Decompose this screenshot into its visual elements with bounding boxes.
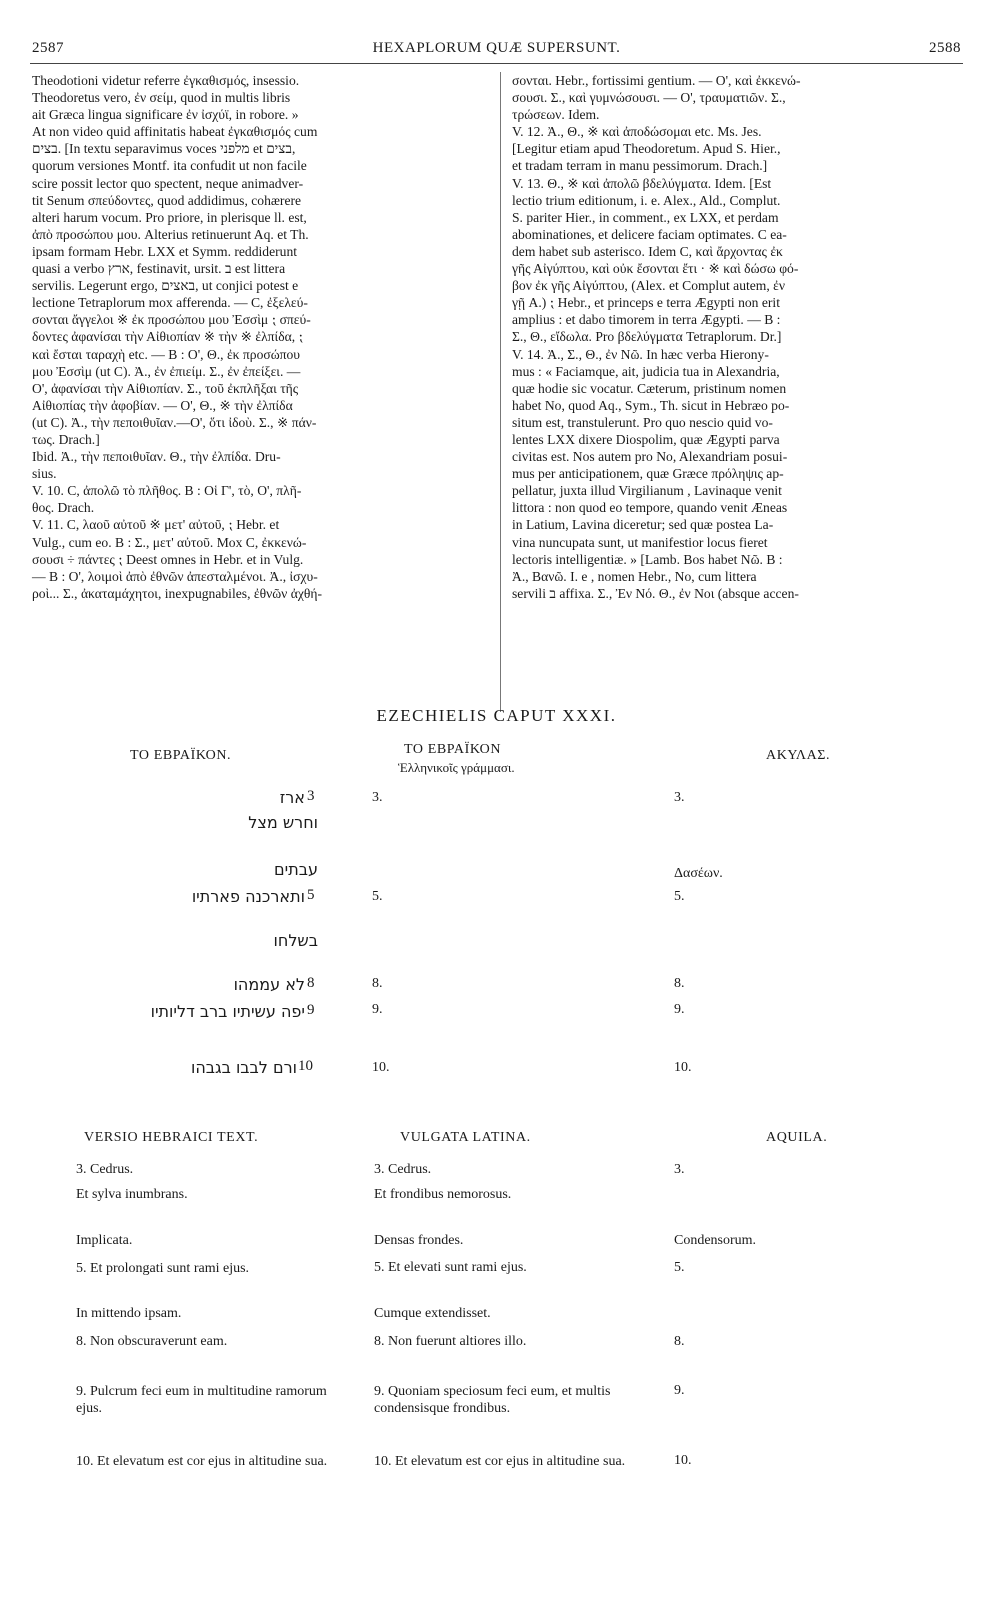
chapter-title: EZECHIELIS CAPUT XXXI. xyxy=(376,706,617,725)
commentary-line: Ibid. Ἀ., τὴν πεποιθυῖαν. Θ., τὴν ἐλπίδα. Dru- xyxy=(32,449,281,465)
commentary-line: pellatur, juxta illud Virgilianum , Lavinaque venit xyxy=(512,483,782,499)
hebrew-verse-number: 8 xyxy=(307,975,315,991)
vulgata-cell: Cumque extendisset. xyxy=(374,1306,491,1321)
hebrew-verse-number: 5 xyxy=(307,887,315,903)
commentary-line: servili ב affixa. Σ., Ἐν Νό. Θ., ἐν Νοι (absque accen- xyxy=(512,585,799,601)
commentary-line: mus : « Faciamque, ait, judicia tua in Alexandria, xyxy=(512,363,780,379)
commentary-line: V. 13. Θ., ※ καὶ ἀπολῶ βδελύγματα. Idem. [Est xyxy=(512,175,772,191)
header-rule xyxy=(30,63,963,64)
greek-letters-verse: 5. xyxy=(372,889,383,904)
commentary-line: lectione Tetraplorum mox afferenda. — C, ἐξελεύ- xyxy=(32,295,308,311)
commentary-line: scire possit lector quo spectent, neque animadver- xyxy=(32,175,304,191)
commentary-line: abominationes, et delicere faciam optimates. C ea- xyxy=(512,226,787,242)
hebrew-line: יפה עשיתיו ברב דליותיו xyxy=(150,1002,305,1021)
hebrew-line: ורם לבבו בגבהו xyxy=(190,1058,297,1077)
commentary-line: dem habet sub asterisco. Idem C, καὶ ἄρχοντας ἐκ xyxy=(512,243,783,259)
hebrew-line: ותארכנה פארתיו xyxy=(191,887,305,906)
commentary-line: amplius : et dabo timorem in terra Ægypti. — B : xyxy=(512,312,781,328)
commentary-line: servilis. Legerunt ergo, באצים, ut conjici potest e xyxy=(32,278,299,294)
commentary-line: V. 10. C, ἀπολῶ τὸ πλῆθος. B : Oἱ Γ', τὸ, O', πλῆ- xyxy=(32,483,302,499)
commentary-line: V. 11. C, λαοῦ αὐτοῦ ※ μετ' αὐτοῦ, ⁏ Hebr. et xyxy=(32,517,280,533)
commentary-line: O', ἀφανίσαι τὴν Αἰθιοπίαν. Σ., τοῦ ἐκπλῆξαι τῆς xyxy=(32,380,299,396)
commentary-line: ἀπὸ προσώπου μου. Alterius retinuerunt Aq. et Th. xyxy=(32,226,309,242)
commentary-line: δοντες ἀφανίσαι τὴν Αἰθιοπίαν ※ τὴν ※ ἐλπίδα, ⁏ xyxy=(32,329,304,345)
vulgata-cell: 9. Quoniam speciosum feci eum, et multis condensisque frondibus. xyxy=(374,1384,611,1416)
vulgata-cell: 8. Non fuerunt altiores illo. xyxy=(374,1334,527,1349)
commentary-line: habet No, quod Aq., Sym., Th. sicut in Hebræo po- xyxy=(512,397,790,413)
hebrew-verse-number: 10 xyxy=(298,1058,313,1074)
versio-cell: Implicata. xyxy=(76,1233,133,1248)
hebrew-line: ארז xyxy=(279,788,305,807)
vulgata-cell: 5. Et elevati sunt rami ejus. xyxy=(374,1260,527,1275)
versio-cell: Et sylva inumbrans. xyxy=(76,1187,188,1202)
commentary-line: Theodoretus vero, ἐν σείμ, quod in multis libris xyxy=(32,90,291,106)
versio-cell: 10. Et elevatum est cor ejus in altitudine sua. xyxy=(76,1454,328,1469)
commentary-line: in Latium, Lavina diceretur; sed quæ postea La- xyxy=(512,517,774,533)
commentary-line: situm est, transtulerunt. Pro quo nescio quid vo- xyxy=(512,414,773,430)
commentary-line: lectoris intelligentiæ. » [Lamb. Bos habet Νῶ. B : xyxy=(512,551,783,567)
aquila-upper-verse: 5. xyxy=(674,889,685,904)
commentary-line: τως. Drach.] xyxy=(32,431,100,447)
commentary-line: θος. Drach. xyxy=(32,500,95,516)
left-commentary-column xyxy=(32,72,484,602)
commentary-line: ροὶ... Σ., ἀκαταμάχητοι, inexpugnabiles, ἐθνῶν ἀχθή- xyxy=(32,585,323,601)
commentary-line: V. 12. Ἀ., Θ., ※ καὶ ἀποδώσομαι etc. Ms. Jes. xyxy=(512,124,762,140)
commentary-line: vina nuncupata sunt, ut manifestior locus fieret xyxy=(512,534,768,550)
versio-cell: 3. Cedrus. xyxy=(76,1162,134,1177)
vulgata-cell: 3. Cedrus. xyxy=(374,1162,432,1177)
commentary-line: βον ἐκ γῆς Αἰγύπτου, (Alex. et Complut autem, ἐν xyxy=(512,278,786,294)
aquila-cell: 5. xyxy=(674,1260,685,1275)
aquila-upper-word: Δασέων. xyxy=(674,866,723,881)
vulgata-cell: Densas frondes. xyxy=(374,1233,464,1248)
running-title: HEXAPLORUM QUÆ SUPERSUNT. xyxy=(372,40,621,56)
commentary-line: σονται ἄγγελοι ※ ἐκ προσώπου μου Ἐσσὶμ ⁏ σπεύ- xyxy=(32,312,311,328)
commentary-line: At non video quid affinitatis habeat ἐγκαθισμός cum xyxy=(32,124,318,140)
hebrew-verse-number: 9 xyxy=(307,1002,315,1018)
greek-letters-verse: 9. xyxy=(372,1002,383,1017)
aquila-cell: 9. xyxy=(674,1383,685,1398)
commentary-line: Theodotioni videtur referre ἐγκαθισμός, insessio. xyxy=(32,73,300,88)
commentary-line: mus per anticipationem, quæ Græce πρόληψις ap- xyxy=(512,466,784,482)
commentary-line: quorum versiones Montf. ita confudit ut non facile xyxy=(32,158,307,174)
greek-letters-verse: 10. xyxy=(372,1060,390,1075)
vulgata-cell: Et frondibus nemorosus. xyxy=(374,1187,512,1202)
versio-cell: 5. Et prolongati sunt rami ejus. xyxy=(76,1261,250,1276)
aquila-upper-verse: 9. xyxy=(674,1002,685,1017)
header-aquila-lower: AQUILA. xyxy=(766,1130,828,1145)
commentary-line: tit Senum σπεύδοντες, quod addidimus, cohærere xyxy=(32,192,302,208)
aquila-upper-verse: 8. xyxy=(674,976,685,991)
header-aquila: ΑΚΥΛΑΣ. xyxy=(766,748,831,763)
versio-cell: 8. Non obscuraverunt eam. xyxy=(76,1334,228,1349)
commentary-line: ait Græca lingua significare ἐν ἰσχύϊ, in robore. » xyxy=(32,107,299,123)
header-versio-hebraici: VERSIO HEBRAICI TEXT. xyxy=(84,1130,259,1145)
header-hebrew-greek-sub: Ἑλληνικοῖς γράμμασι. xyxy=(398,760,515,775)
greek-letters-verse: 3. xyxy=(372,790,383,805)
commentary-line: Σ., Θ., εἴδωλα. Pro βδελύγματα Tetraplorum. Dr.] xyxy=(512,329,782,345)
versio-cell: 9. Pulcrum feci eum in multitudine ramorum ejus. xyxy=(76,1384,327,1416)
header-vulgata-latina: VULGATA LATINA. xyxy=(400,1130,531,1145)
commentary-line: [Legitur etiam apud Theodoretum. Apud S. Hier., xyxy=(512,141,781,157)
commentary-line: alteri harum vocum. Pro priore, in plerisque ll. est, xyxy=(32,209,307,225)
commentary-line: quæ hodie sic vocatur. Cæterum, pristinum nomen xyxy=(512,380,787,396)
commentary-line: lentes LXX dixere Diospolim, quæ Ægypti parva xyxy=(512,431,780,447)
commentary-line: σονται. Hebr., fortissimi gentium. — O', καὶ ἐκκενώ- xyxy=(512,73,801,88)
right-commentary-column xyxy=(512,72,964,602)
aquila-cell: 10. xyxy=(674,1453,692,1468)
column-divider xyxy=(500,72,501,712)
commentary-line: בצים. [In textu separavimus voces מלפני et בצים, xyxy=(32,141,296,157)
commentary-line: — B : O', λοιμοὶ ἀπὸ ἐθνῶν ἀπεσταλμένοι. Ἀ., ἰσχυ- xyxy=(32,568,318,584)
commentary-line: ipsam formam Hebr. LXX et Symm. reddiderunt xyxy=(32,243,298,259)
commentary-line: Vulg., cum eo. B : Σ., μετ' αὐτοῦ. Mox C, ἐκκενώ- xyxy=(32,534,307,550)
aquila-cell: 3. xyxy=(674,1162,685,1177)
page-number-left: 2587 xyxy=(32,40,64,56)
header-hebrew-text: ΤΟ ΕΒΡΑΪΚΟΝ. xyxy=(130,748,232,763)
commentary-line: τρώσεων. Idem. xyxy=(512,107,600,123)
commentary-line: Ἀ., Βανῶ. I. e , nomen Hebr., No, cum littera xyxy=(512,568,757,584)
commentary-line: σουσι ÷ πάντες ⁏ Deest omnes in Hebr. et in Vulg. xyxy=(32,551,304,567)
commentary-line: quasi a verbo ארץ, festinavit, ursit. ב est littera xyxy=(32,261,286,277)
hebrew-line: עבתים xyxy=(274,860,318,879)
commentary-line: (ut C). Ἀ., τὴν πεποιθυῖαν.—O', ὅτι ἰδοὺ. Σ., ※ πάν- xyxy=(32,414,317,430)
aquila-upper-verse: 3. xyxy=(674,790,685,805)
commentary-line: σουσι. Σ., καὶ γυμνώσουσι. — O', τραυματιῶν. Σ., xyxy=(512,90,786,106)
commentary-line: S. pariter Hier., in comment., ex LXX, et perdam xyxy=(512,209,779,225)
hebrew-line: לא עממהו xyxy=(233,975,305,994)
aquila-cell: 8. xyxy=(674,1334,685,1349)
commentary-line: sius. xyxy=(32,466,57,482)
header-hebrew-greek: ΤΟ ΕΒΡΑΪΚΟΝ xyxy=(404,742,502,757)
hebrew-line: וחרש מצל xyxy=(248,813,318,832)
aquila-upper-verse: 10. xyxy=(674,1060,692,1075)
versio-cell: In mittendo ipsam. xyxy=(76,1306,182,1321)
commentary-line: V. 14. Ἀ., Σ., Θ., ἐν Νῶ. In hæc verba Hierony- xyxy=(512,346,769,362)
commentary-line: lectio trium editionum, i. e. Alex., Ald., Complut. xyxy=(512,192,781,208)
commentary-line: civitas est. Nos autem pro No, Alexandriam posui- xyxy=(512,449,788,465)
page-number-right: 2588 xyxy=(929,40,961,56)
commentary-line: μου Ἐσσὶμ (ut C). Ἀ., ἐν ἐπιείμ. Σ., ἐν ἐπείξει. — xyxy=(32,363,301,379)
hebrew-verse-number: 3 xyxy=(307,788,315,804)
commentary-line: Αἰθιοπίας τὴν ἀφοβίαν. — O', Θ., ※ τὴν ἐλπίδα xyxy=(32,397,293,413)
vulgata-cell: 10. Et elevatum est cor ejus in altitudine sua. xyxy=(374,1454,626,1469)
hebrew-line: בשלחו xyxy=(273,931,318,950)
commentary-line: γῆς Αἰγύπτου, καὶ οὐκ ἔσονται ἔτι · ※ καὶ δώσω φό- xyxy=(512,261,799,277)
commentary-line: γῇ A.) ⁏ Hebr., et princeps e terra Ægypti non erit xyxy=(512,295,780,311)
commentary-line: littora : non quod eo tempore, quando venit Æneas xyxy=(512,500,788,516)
commentary-line: καὶ ἔσται ταραχὴ etc. — B : O', Θ., ἐκ προσώπου xyxy=(32,346,301,362)
commentary-line: et tradam terram in manu pessimorum. Drach.] xyxy=(512,158,768,174)
aquila-cell: Condensorum. xyxy=(674,1233,757,1248)
greek-letters-verse: 8. xyxy=(372,976,383,991)
